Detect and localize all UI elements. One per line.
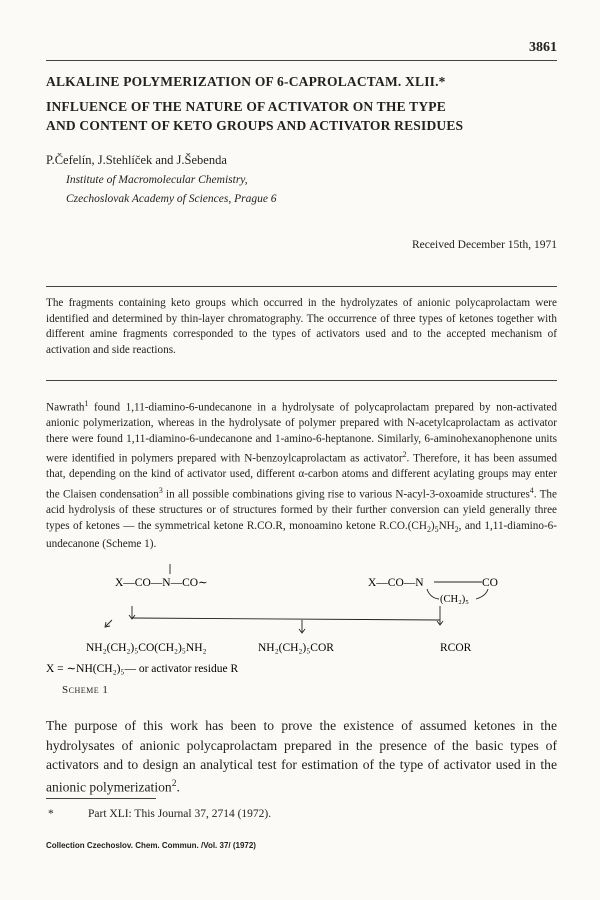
body-paragraph-1: Nawrath$^1$ found 1,11-diamino-6-undecanone in a hydrolysate of polycaprolactam prepared by non-activated anionic polymerization, whereas in the hydrolysate of polymer prepared with N-acetylcaprolactam as activator there were found 1,11-diamino-6-undecanone and 1-amino-6-heptanone. Similarly, 6-aminohexanophenone units were identified in polymers prepared with N-benzoylcaprolactam as activator$^2$. Therefore, it has been assumed that, depending on the kind of activator used, different α-carbon atoms and different acylating groups may enter the Claisen condensation$^3$ in all possible combinations giving rise to various N-acyl-3-oxoamide structures$^4$. The acid hydrolysis of these structures or of structures formed by their further conversion can yield generally three types of ketones — the symmetrical ketone R.CO.R, monoamino ketone $R.CO.(CH_2)_5NH_2$, and 1,11-diamino-6-undecanone (Scheme 1). (46, 399, 558, 551)
product-diamino-ketone: NH₂(CH₂)₅CO(CH₂)₅NH₂ (86, 642, 207, 654)
footnote-rule (46, 798, 156, 799)
abstract-bottom-rule (46, 380, 557, 381)
journal-footer: Collection Czechoslov. Chem. Commun. /Vol. 37/ (1972) (46, 841, 256, 850)
product-symmetric-ketone: RCOR (440, 642, 472, 654)
ring-group: (CH₂)₅ (440, 594, 469, 605)
affiliation-line-1: Institute of Macromolecular Chemistry, (66, 174, 248, 186)
product-monoamino-ketone: NH₂(CH₂)₅COR (258, 642, 334, 654)
page-number: 3861 (529, 40, 557, 55)
left-structure: X—CO—N—CO∼ (115, 577, 208, 589)
scheme-label: Scheme 1 (62, 684, 109, 696)
right-structure-a: X—CO—N (368, 577, 424, 589)
right-structure-b: CO (482, 577, 498, 589)
ring-bond-right (476, 589, 488, 599)
reaction-scheme (0, 562, 600, 682)
received-date: Received December 15th, 1971 (412, 239, 557, 251)
header-rule (46, 60, 557, 61)
diag-arrow-left (106, 620, 112, 626)
title-line-2: INFLUENCE OF THE NATURE OF ACTIVATOR ON THE TYPE (46, 99, 446, 114)
ring-bond-left (427, 589, 439, 599)
abstract: The fragments containing keto groups which occurred in the hydrolyzates of anionic polycaprolactam were identified and determined by thin-layer chromatography. The occurrence of three types of ketones together with different amine fragments corresponded to the types of activators used and to the accepted mechanism of activation and side reactions. (46, 297, 557, 356)
title-line-3: AND CONTENT OF KETO GROUPS AND ACTIVATOR RESIDUES (46, 118, 464, 133)
authors: P.Čefelín, J.Stehlíček and J.Šebenda (46, 153, 227, 167)
abstract-top-rule (46, 286, 557, 287)
affiliation-line-2: Czechoslovak Academy of Sciences, Prague 6 (66, 193, 277, 205)
footnote: * Part XLI: This Journal 37, 2714 (1972). (48, 808, 272, 820)
title-line-1: ALKALINE POLYMERIZATION OF 6-CAPROLACTAM. XLII.* (46, 74, 446, 89)
x-definition: X = ∼NH(CH₂)₅— or activator residue R (46, 663, 239, 675)
body-paragraph-2: The purpose of this work has been to prove the existence of assumed ketones in the hydrolysates of anionic polycaprolactam prepared in the presence of the basic types of activators and to design an analytical test for estimation of the type of activator used in the anionic polymerization$^2$. (46, 718, 557, 795)
scheme-cross-line (132, 618, 440, 620)
